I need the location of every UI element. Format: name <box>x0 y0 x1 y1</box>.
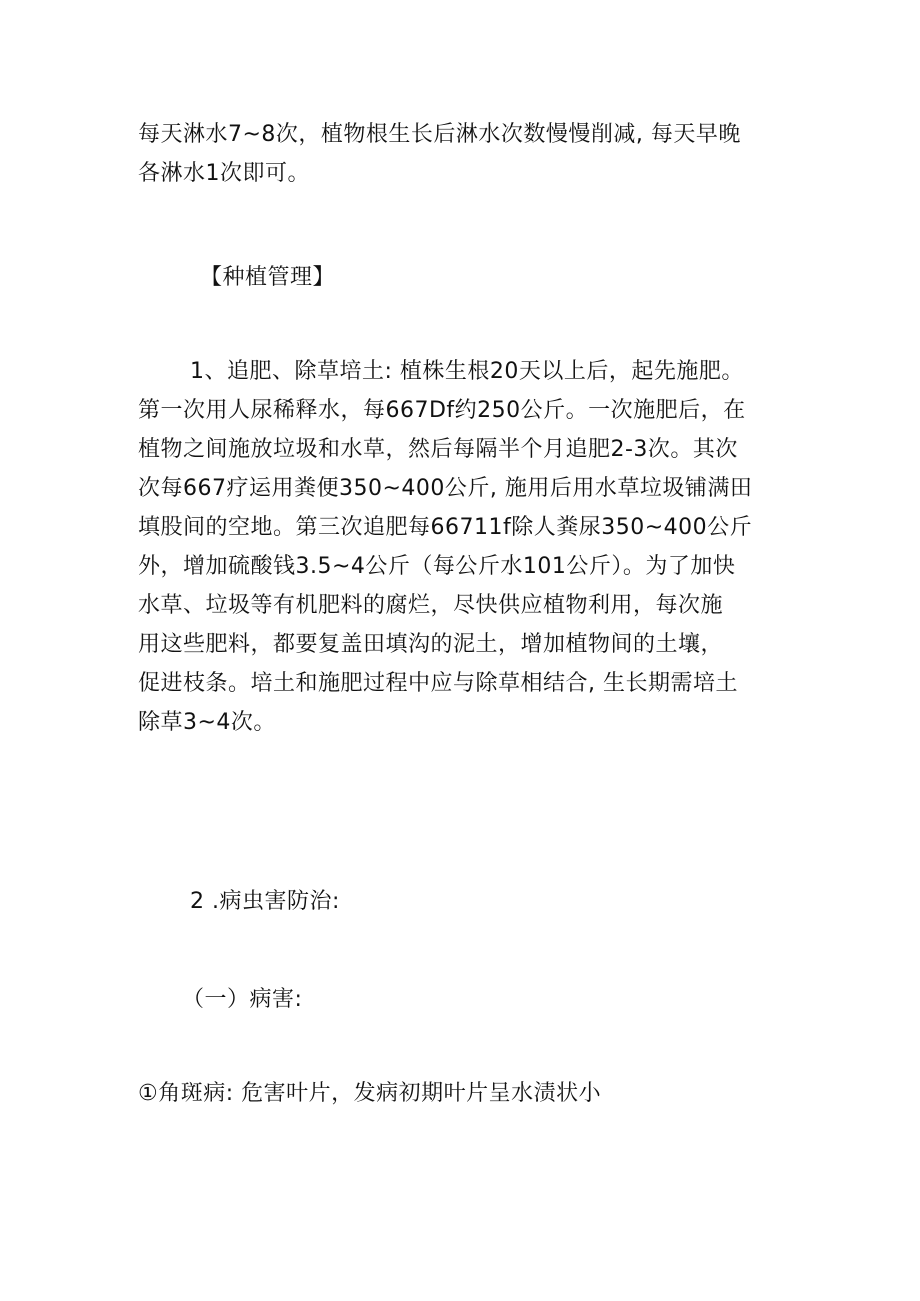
disease-line: ①角斑病: 危害叶片，发病初期叶片呈水渍状小 <box>138 1081 602 1106</box>
text-line: 各淋水1次即可。 <box>138 161 310 186</box>
section-heading: 【种植管理】 <box>200 265 336 290</box>
text-line: 植物之间施放垃圾和水草，然后每隔半个月追肥2-3次。其次 <box>138 437 738 462</box>
text-line: 次每667疗运用粪便350~400公斤, 施用后用水草垃圾铺满田 <box>138 476 753 501</box>
text-line: 每天淋水7~8次，植物根生长后淋水次数慢慢削减, 每天早晚 <box>138 122 741 147</box>
text-line: 促进枝条。培土和施肥过程中应与除草相结合, 生长期需培土 <box>138 671 738 696</box>
item2-heading: 2 .病虫害防治: <box>190 889 340 914</box>
text-line: 用这些肥料，都要复盖田填沟的泥土，增加植物间的土壤， <box>138 632 724 657</box>
text-line: 除草3~4次。 <box>138 710 276 735</box>
sub-heading: （一）病害: <box>182 987 303 1012</box>
intro-paragraph <box>138 115 788 193</box>
text-line: 1、追肥、除草培土: 植株生根20天以上后，起先施肥。 <box>190 359 744 384</box>
text-line: 填股间的空地。第三次追肥每66711f除人粪尿350~400公斤 <box>138 515 753 540</box>
text-line: 水草、垃圾等有机肥料的腐烂，尽快供应植物利用，每次施 <box>138 593 724 618</box>
text-line: 第一次用人尿稀释水，每667Df约250公斤。一次施肥后，在 <box>138 398 746 423</box>
text-line: 外，增加硫酸钱3.5~4公斤（每公斤水101公斤）。为了加快 <box>138 554 736 579</box>
item1-paragraph <box>138 352 788 742</box>
